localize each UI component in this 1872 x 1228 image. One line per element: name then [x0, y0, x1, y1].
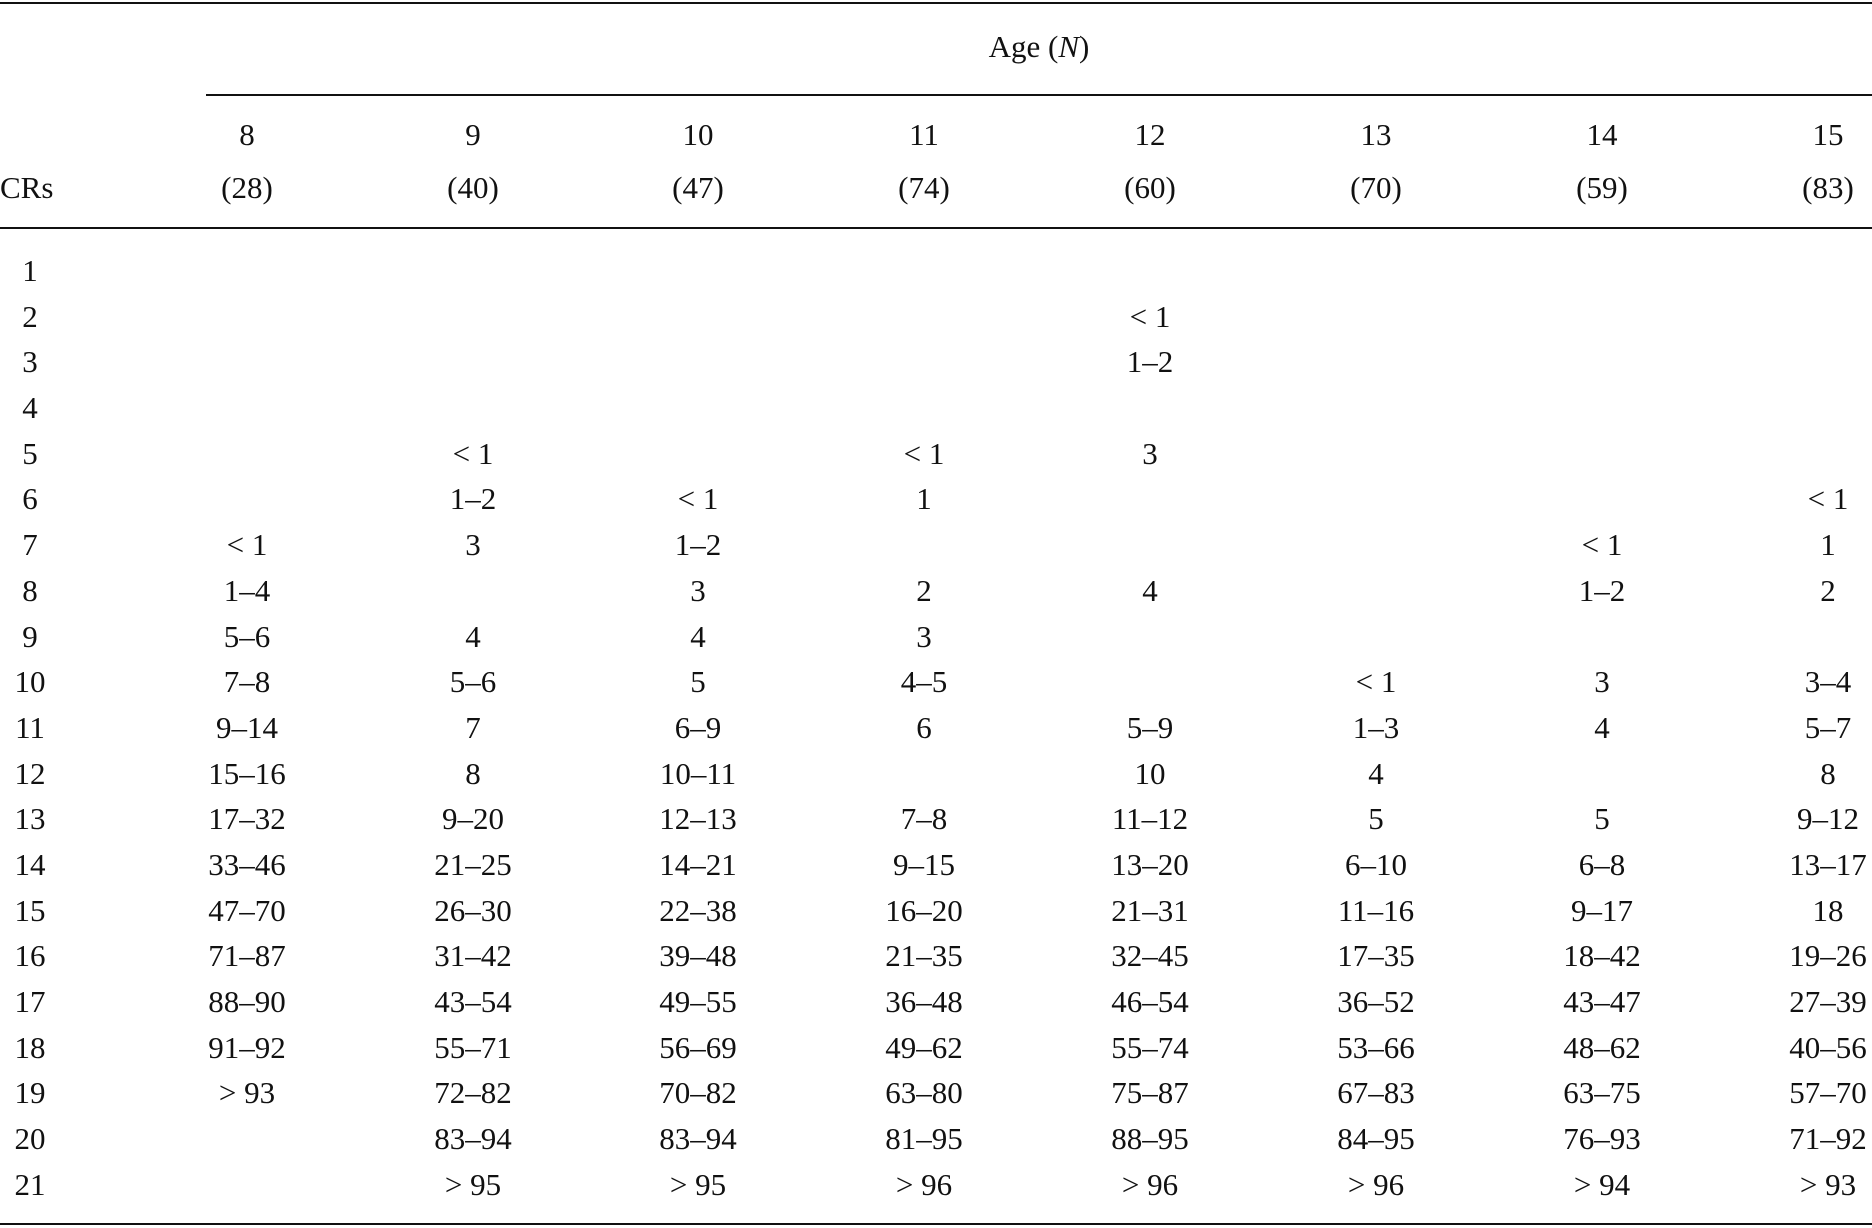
table-row: [0, 476, 1872, 522]
sample-size-header: (47): [672, 170, 724, 205]
table-row: [0, 1070, 1872, 1116]
percentile-cell: 1–2: [449, 481, 497, 517]
table-row: [0, 659, 1872, 705]
percentile-cell: 18–42: [1563, 938, 1641, 974]
sample-size-header: (74): [898, 170, 950, 205]
percentile-cell: 6–10: [1345, 846, 1407, 882]
percentile-cell: 1–2: [1126, 344, 1174, 380]
cr-row-label: 4: [22, 390, 38, 426]
percentile-cell: 13–17: [1789, 846, 1867, 882]
cr-row-label: 11: [15, 709, 45, 745]
cr-row-label: 21: [14, 1166, 46, 1202]
cr-row-label: 8: [22, 572, 38, 608]
age-spanner-header: Age (N): [988, 29, 1090, 64]
percentile-cell: 91–92: [208, 1029, 286, 1065]
percentile-cell: 3: [690, 572, 706, 608]
percentile-cell: 57–70: [1789, 1075, 1867, 1111]
percentile-cell: 11–12: [1111, 801, 1189, 837]
percentile-cell: 26–30: [434, 892, 512, 928]
cr-row-label: 3: [22, 344, 38, 380]
percentile-cell: < 1: [1355, 664, 1397, 700]
percentile-cell: > 93: [218, 1075, 276, 1111]
percentile-cell: 33–46: [208, 846, 286, 882]
spanner-rule: [206, 94, 1872, 96]
percentile-cell: 1: [1820, 527, 1836, 563]
percentile-cell: > 96: [895, 1166, 953, 1202]
age-column-header: 9: [465, 117, 481, 152]
table-row: [0, 705, 1872, 751]
cr-row-label: 6: [22, 481, 38, 517]
percentile-cell: 55–74: [1111, 1029, 1189, 1065]
percentile-cell: 4: [690, 618, 706, 654]
cr-row-label: 18: [14, 1029, 46, 1065]
percentile-cell: 81–95: [885, 1121, 963, 1157]
percentile-cell: 4–5: [900, 664, 948, 700]
sample-size-header: (60): [1124, 170, 1176, 205]
percentile-cell: 63–80: [885, 1075, 963, 1111]
percentile-cell: 1: [916, 481, 932, 517]
age-column-header: 15: [1812, 117, 1844, 152]
cr-row-label: 15: [14, 892, 46, 928]
percentile-cell: 47–70: [208, 892, 286, 928]
table-row: [0, 248, 1872, 294]
percentile-cell: 10: [1134, 755, 1166, 791]
percentile-cell: < 1: [1581, 527, 1623, 563]
percentile-cell: 11–16: [1337, 892, 1415, 928]
percentile-cell: 7–8: [900, 801, 948, 837]
crs-column-header: CRs: [0, 170, 54, 205]
percentile-cell: 56–69: [659, 1029, 737, 1065]
percentile-cell: 88–90: [208, 984, 286, 1019]
table-row: [0, 614, 1872, 660]
sample-size-header: (40): [447, 170, 499, 205]
age-column-header: 10: [682, 117, 714, 152]
percentile-cell: 27–39: [1789, 984, 1867, 1019]
percentile-cell: 5–6: [449, 664, 497, 700]
percentile-cell: > 96: [1121, 1166, 1179, 1202]
percentile-cell: 53–66: [1337, 1029, 1415, 1065]
percentile-cell: 3: [465, 527, 481, 563]
table-row: [0, 522, 1872, 568]
percentile-cell: 31–42: [434, 938, 512, 974]
percentile-cell: 3: [1142, 435, 1158, 471]
table-row: [0, 751, 1872, 797]
percentile-cell: 49–55: [659, 984, 737, 1019]
percentile-cell: 43–47: [1563, 984, 1641, 1019]
table-row: [0, 796, 1872, 842]
age-column-header: 13: [1360, 117, 1392, 152]
percentile-cell: 9–15: [893, 846, 955, 882]
percentile-cell: 15–16: [208, 755, 286, 791]
percentile-cell: 83–94: [434, 1121, 512, 1157]
percentile-cell: 70–82: [659, 1075, 737, 1111]
percentile-cell: 32–45: [1111, 938, 1189, 974]
percentile-cell: 12–13: [659, 801, 737, 837]
percentile-cell: 48–62: [1563, 1029, 1641, 1065]
percentile-cell: 8: [465, 755, 481, 791]
table-row: [0, 842, 1872, 888]
percentile-cell: > 95: [444, 1166, 502, 1202]
percentile-cell: 46–54: [1111, 984, 1189, 1019]
percentile-cell: 19–26: [1789, 938, 1867, 974]
percentile-cell: 4: [1142, 572, 1158, 608]
percentile-cell: 18: [1812, 892, 1844, 928]
percentile-cell: 1–2: [1578, 572, 1626, 608]
percentile-cell: > 96: [1347, 1166, 1405, 1202]
percentile-cell: 71–92: [1789, 1121, 1867, 1157]
percentile-cell: 5–6: [223, 618, 271, 654]
percentile-cell: 88–95: [1111, 1121, 1189, 1157]
percentile-cell: 2: [1820, 572, 1836, 608]
percentile-cell: 6–9: [674, 709, 722, 745]
cr-row-label: 16: [14, 938, 46, 974]
cr-row-label: 1: [22, 253, 38, 288]
percentile-cell: 21–25: [434, 846, 512, 882]
percentile-cell: < 1: [677, 481, 719, 517]
percentile-cell: 5: [690, 664, 706, 700]
age-column-header: 8: [239, 117, 255, 152]
percentile-cell: 3: [1594, 664, 1610, 700]
cr-row-label: 9: [22, 618, 38, 654]
percentile-cell: 17–35: [1337, 938, 1415, 974]
percentile-cell: < 1: [1129, 298, 1171, 334]
table-row: [0, 1162, 1872, 1208]
table-row: [0, 339, 1872, 385]
percentile-cell: 14–21: [659, 846, 737, 882]
cr-row-label: 5: [22, 435, 38, 471]
cr-row-label: 14: [14, 846, 46, 882]
table-row: [0, 979, 1872, 1025]
percentile-cell: 6–8: [1578, 846, 1626, 882]
percentile-cell: 5–7: [1804, 709, 1852, 745]
cr-row-label: 13: [14, 801, 46, 837]
percentile-cell: 22–38: [659, 892, 737, 928]
cr-row-label: 7: [22, 527, 38, 563]
cr-row-label: 17: [14, 984, 46, 1019]
percentile-cell: 16–20: [885, 892, 963, 928]
percentile-cell: 17–32: [208, 801, 286, 837]
percentile-cell: 6: [916, 709, 932, 745]
cr-row-label: 10: [14, 664, 46, 700]
sample-size-header-row: [0, 165, 1872, 211]
percentile-cell: 5: [1368, 801, 1384, 837]
percentile-cell: < 1: [226, 527, 268, 563]
percentile-cell: 21–31: [1111, 892, 1189, 928]
table-bottom-rule: [0, 1223, 1872, 1225]
percentile-cell: 1–3: [1352, 709, 1400, 745]
percentile-cell: 76–93: [1563, 1121, 1641, 1157]
percentile-cell: < 1: [452, 435, 494, 471]
percentile-cell: 39–48: [659, 938, 737, 974]
percentile-cell: 5: [1594, 801, 1610, 837]
age-header-row: [0, 112, 1872, 158]
percentile-cell: 4: [1594, 709, 1610, 745]
table-row: [0, 933, 1872, 979]
percentile-cell: > 94: [1573, 1166, 1631, 1202]
percentile-cell: 1–4: [223, 572, 271, 608]
percentile-cell: 9–17: [1571, 892, 1633, 928]
percentile-cell: 36–48: [885, 984, 963, 1019]
percentile-cell: 9–20: [442, 801, 504, 837]
percentile-cell: 10–11: [659, 755, 737, 791]
percentile-cell: 49–62: [885, 1029, 963, 1065]
percentile-cell: 9–12: [1797, 801, 1859, 837]
percentile-cell: 7–8: [223, 664, 271, 700]
cr-row-label: 20: [14, 1121, 46, 1157]
percentile-cell: < 1: [903, 435, 945, 471]
percentile-cell: 75–87: [1111, 1075, 1189, 1111]
header-rule: [0, 227, 1872, 229]
age-spanner-label: Age: [988, 29, 1041, 64]
age-spanner-symbol: N: [1058, 29, 1080, 64]
table-row: [0, 568, 1872, 614]
percentile-cell: 3–4: [1804, 664, 1852, 700]
percentile-cell: 63–75: [1563, 1075, 1641, 1111]
sample-size-header: (59): [1576, 170, 1628, 205]
percentile-cell: 2: [916, 572, 932, 608]
sample-size-header: (83): [1802, 170, 1854, 205]
table-row: [0, 294, 1872, 340]
age-column-header: 14: [1586, 117, 1618, 152]
table-row: [0, 431, 1872, 477]
percentile-cell: 72–82: [434, 1075, 512, 1111]
percentile-cell: > 93: [1799, 1166, 1857, 1202]
percentile-cell: 9–14: [216, 709, 278, 745]
table-row: [0, 385, 1872, 431]
age-column-header: 12: [1134, 117, 1166, 152]
percentile-cell: 8: [1820, 755, 1836, 791]
age-column-header: 11: [909, 117, 939, 152]
percentile-cell: 13–20: [1111, 846, 1189, 882]
percentile-cell: > 95: [669, 1166, 727, 1202]
percentile-cell: 4: [1368, 755, 1384, 791]
table-row: [0, 888, 1872, 934]
percentile-cell: 1–2: [674, 527, 722, 563]
sample-size-header: (28): [221, 170, 273, 205]
cr-row-label: 19: [14, 1075, 46, 1111]
percentile-cell: 21–35: [885, 938, 963, 974]
percentile-cell: 84–95: [1337, 1121, 1415, 1157]
percentile-cell: 83–94: [659, 1121, 737, 1157]
percentile-cell: 3: [916, 618, 932, 654]
table-row: [0, 1025, 1872, 1071]
percentile-cell: 55–71: [434, 1029, 512, 1065]
percentile-cell: 40–56: [1789, 1029, 1867, 1065]
percentile-cell: 43–54: [434, 984, 512, 1019]
percentile-cell: 4: [465, 618, 481, 654]
percentile-cell: 71–87: [208, 938, 286, 974]
table-row: [0, 1116, 1872, 1162]
cr-row-label: 2: [22, 298, 38, 334]
percentile-cell: 7: [465, 709, 481, 745]
sample-size-header: (70): [1350, 170, 1402, 205]
percentile-cell: 5–9: [1126, 709, 1174, 745]
table-top-rule: [0, 2, 1872, 4]
percentile-cell: 36–52: [1337, 984, 1415, 1019]
percentile-cell: < 1: [1807, 481, 1849, 517]
table-body: [0, 248, 1872, 1207]
percentile-cell: 67–83: [1337, 1075, 1415, 1111]
cr-row-label: 12: [14, 755, 46, 791]
